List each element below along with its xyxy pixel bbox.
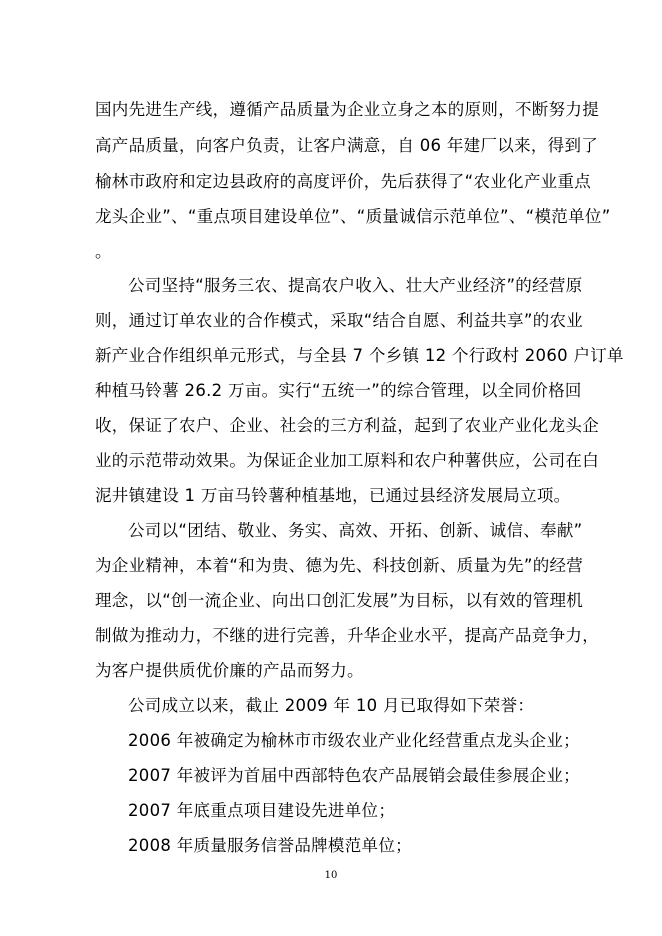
text-line: 制做为推动力，不继的进行完善，升华企业水平，提高产品竞争力， — [95, 626, 599, 645]
text-line: 国内先进生产线，遵循产品质量为企业立身之本的原则，不断努力提 — [95, 100, 599, 119]
list-item: 2007 年被评为首届中西部特色农产品展销会最佳参展企业； — [128, 766, 580, 785]
page-number: 10 — [324, 870, 338, 881]
text-line: 龙头企业”、“重点项目建设单位”、“质量诚信示范单位”、“模范单位” — [95, 207, 611, 226]
text-line: 公司坚持“服务三农、提高农户收入、壮大产业经济”的经营原 — [128, 276, 583, 295]
text-line: 业的示范带动效果。为保证企业加工原料和农户种薯供应，公司在白 — [95, 451, 599, 470]
text-line: 榆林市政府和定边县政府的高度评价，先后获得了“农业化产业重点 — [95, 172, 592, 191]
text-line: 则，通过订单农业的合作模式，采取“结合自愿、利益共享”的农业 — [95, 311, 584, 330]
text-line: 收，保证了农户、企业、社会的三方利益，起到了农业产业化龙头企 — [95, 416, 599, 435]
list-item: 2007 年底重点项目建设先进单位； — [128, 801, 396, 820]
list-item: 2006 年被确定为榆林市市级农业产业化经营重点龙头企业； — [128, 731, 580, 750]
text-line: 。 — [95, 242, 112, 261]
text-line: 公司成立以来，截止 2009 年 10 月已取得如下荣誉： — [128, 696, 535, 715]
text-line: 为企业精神，本着“和为贵、德为先、科技创新、质量为先”的经营 — [95, 556, 584, 575]
list-item: 2008 年质量服务信誉品牌模范单位； — [128, 836, 412, 855]
text-line: 种植马铃薯 26.2 万亩。实行“五统一”的综合管理，以全同价格回 — [95, 381, 582, 400]
text-line: 高产品质量，向客户负责，让客户满意，自 06 年建厂以来，得到了 — [95, 136, 599, 155]
text-line: 为客户提供质优价廉的产品而努力。 — [95, 661, 364, 680]
text-line: 泥井镇建设 1 万亩马铃薯种植基地，已通过县经济发展局立项。 — [95, 486, 571, 505]
text-line: 理念，以“创一流企业、向出口创汇发展”为目标，以有效的管理机 — [95, 591, 584, 610]
text-line: 新产业合作组织单元形式，与全县 7 个乡镇 12 个行政村 2060 户订单 — [95, 346, 624, 365]
text-line: 公司以“团结、敬业、务实、高效、开拓、创新、诚信、奉献” — [128, 521, 583, 540]
